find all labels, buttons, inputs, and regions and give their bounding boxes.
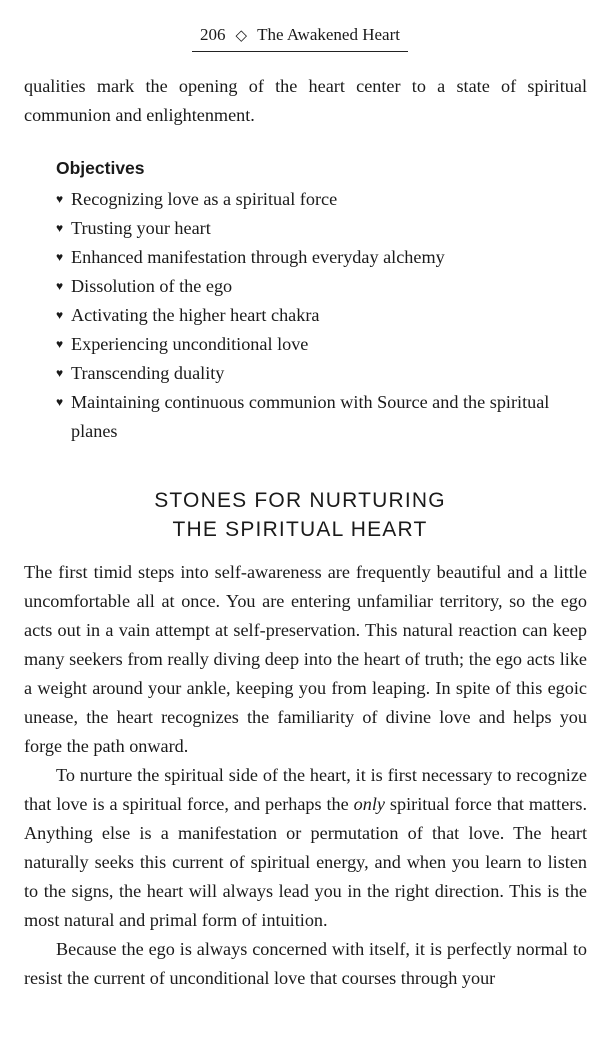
paragraph-3: Because the ego is always concerned with itself, it is perfectly normal to resist the current of unconditional love that courses through your	[24, 939, 587, 988]
list-item	[56, 330, 576, 359]
heart-bullet-icon: ♥	[56, 192, 64, 206]
intro-paragraph: qualities mark the opening of the heart center to a state of spiritual communion and enlightenment.	[24, 76, 587, 125]
heart-bullet-icon: ♥	[56, 250, 64, 264]
list-item-text: Recognizing love as a spiritual force	[71, 189, 338, 209]
list-item	[56, 214, 576, 243]
list-item-text: Maintaining continuous communion with Source and the spiritual planes	[71, 392, 550, 441]
heart-bullet-icon: ♥	[56, 366, 64, 380]
heart-bullet-icon: ♥	[56, 279, 64, 293]
paragraph-1: The first timid steps into self-awareness are frequently beautiful and a little uncomfortable all at once. You are entering unfamiliar territory, so the ego acts out in a vain attempt at self-preservation. This natural reaction can keep many seekers from really diving deep into the heart of truth; the ego acts like a weight around your ankle, keeping you from leaping. In spite of this egoic unease, the heart recognizes the familiarity of divine love and helps you forge the path onward.	[24, 562, 587, 756]
heart-bullet-icon: ♥	[56, 221, 64, 235]
paragraph-2-before: To nurture the spiritual side of the heart, it is first necessary to recognize that love is a spiritual force, and perhaps the	[24, 765, 587, 814]
paragraph-2-after: spiritual force that matters. Anything else is a manifestation or permutation of that love. The heart naturally seeks this current of spiritual energy, and when you learn to listen to the signs, the heart will always lead you in the right direction. This is the most natural and primal form of intuition.	[24, 794, 587, 930]
running-head	[0, 24, 600, 52]
book-title: The Awakened Heart	[257, 25, 400, 44]
section-title-line-2: THE SPIRITUAL HEART	[172, 518, 428, 541]
list-item	[56, 185, 576, 214]
list-item-text: Dissolution of the ego	[71, 276, 233, 296]
emphasis-only: only	[353, 794, 385, 814]
list-item	[56, 243, 576, 272]
heart-bullet-icon: ♥	[56, 395, 64, 409]
list-item	[56, 301, 576, 330]
list-item-text: Transcending duality	[71, 363, 225, 383]
running-head-rule	[192, 24, 408, 52]
list-item-text: Trusting your heart	[71, 218, 211, 238]
heart-bullet-icon: ♥	[56, 308, 64, 322]
objectives-heading: Objectives	[56, 158, 145, 178]
list-item-text: Activating the higher heart chakra	[71, 305, 320, 325]
paragraph-2	[24, 761, 587, 935]
objectives-list	[56, 185, 576, 446]
objectives-section	[56, 155, 576, 446]
heart-bullet-icon: ♥	[56, 337, 64, 351]
section-title	[0, 486, 600, 544]
list-item	[56, 272, 576, 301]
list-item-text: Enhanced manifestation through everyday alchemy	[71, 247, 445, 267]
list-item-text: Experiencing unconditional love	[71, 334, 309, 354]
page-number: 206	[200, 25, 226, 44]
main-text	[24, 558, 587, 993]
diamond-icon: ◇	[235, 28, 248, 44]
list-item	[56, 388, 576, 446]
list-item	[56, 359, 576, 388]
section-title-line-1: STONES FOR NURTURING	[154, 489, 446, 512]
